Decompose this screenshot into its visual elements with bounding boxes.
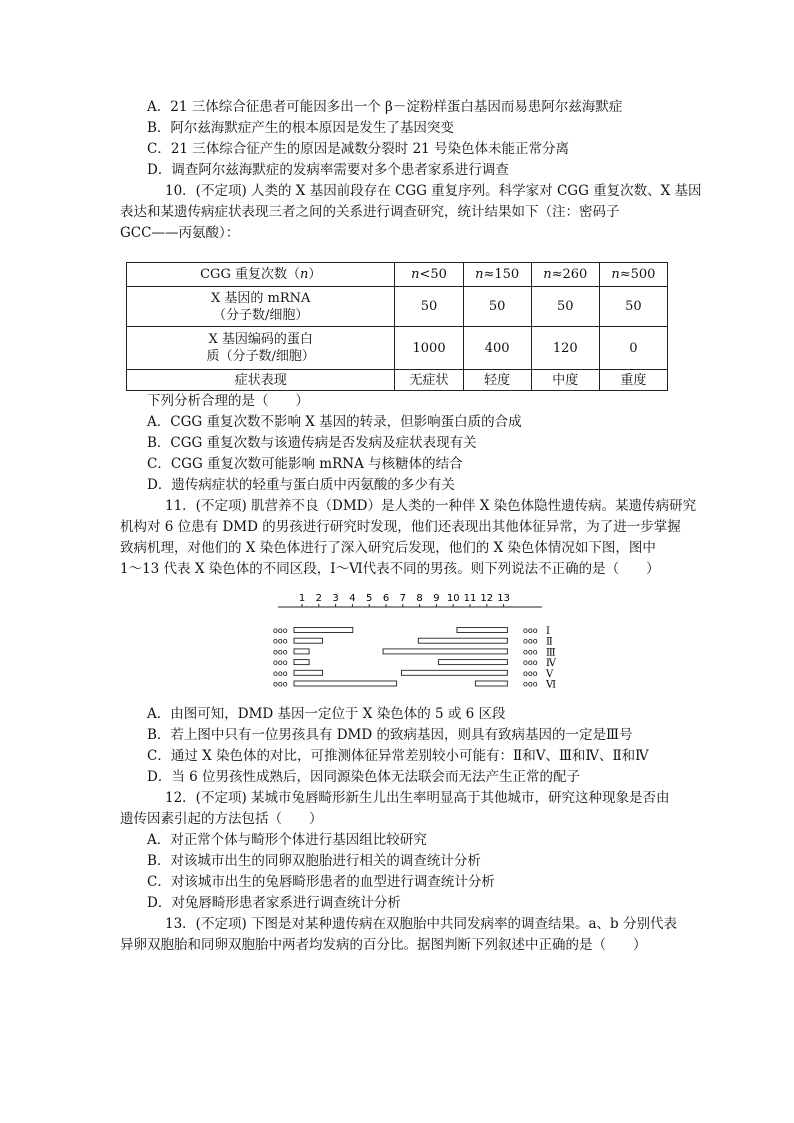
header-var: n <box>299 267 309 282</box>
row-left-dots: ooo <box>273 679 288 689</box>
col-head-rel: ≈150 <box>483 267 520 282</box>
boy-label: Ⅲ <box>546 647 556 659</box>
q10-stem-line-3: GCC——丙氨酸）： <box>120 225 240 241</box>
row-label-line: X 基因编码的蛋白 <box>208 332 313 347</box>
segment-label: 8 <box>416 593 423 604</box>
boy-label: Ⅴ <box>546 668 554 680</box>
boy-label: Ⅵ <box>546 679 557 691</box>
deletion-bar <box>438 660 507 665</box>
row-label <box>127 327 395 370</box>
segment-label: 4 <box>349 593 356 604</box>
segment-label: 10 <box>446 593 460 604</box>
boy-label: Ⅱ <box>546 636 553 648</box>
q11-option-d: D．当 6 位男孩性成熟后，因同源染色体无法联会而无法产生正常的配子 <box>147 769 580 785</box>
col-head <box>463 263 531 287</box>
deletion-bar <box>418 638 507 643</box>
table-cell: 0 <box>599 327 667 370</box>
segment-label: 9 <box>433 593 440 604</box>
row-label-line: 质（分子数/细胞） <box>206 349 315 364</box>
segment-label: 3 <box>332 593 339 604</box>
row-label <box>127 287 395 327</box>
row-right-dots: ooo <box>523 658 538 668</box>
row-label-line: （分子数/细胞） <box>213 307 309 323</box>
boy-rows <box>273 626 557 691</box>
q10-option-a: A．CGG 重复次数不影响 X 基因的转录，但影响蛋白质的合成 <box>147 414 522 430</box>
col-head <box>599 263 667 287</box>
row-right-dots: ooo <box>523 647 538 657</box>
table-cell: 1000 <box>395 327 463 370</box>
deletion-bar <box>402 670 508 675</box>
segment-label: 6 <box>382 593 390 604</box>
table-row <box>127 287 668 327</box>
row-label-line: X 基因的 mRNA <box>211 290 311 306</box>
segment-label: 11 <box>463 593 477 604</box>
col-head-var: n <box>611 267 620 282</box>
table-cell: 无症状 <box>395 370 463 391</box>
q11-stem-line-2: 机构对 6 位患有 DMD 的男孩进行研究时发现，他们还表现出其他体征异常，为了进一步掌握 <box>120 519 681 535</box>
table-header-row <box>127 263 668 287</box>
deletion-bar <box>294 660 309 665</box>
segment-label: 7 <box>399 593 406 604</box>
row-left-dots: ooo <box>273 636 288 646</box>
segment-label: 2 <box>315 593 322 604</box>
deletion-bar <box>294 628 353 633</box>
table-cell: 重度 <box>599 370 667 391</box>
deletion-bar <box>294 638 323 643</box>
table-row <box>127 370 668 391</box>
q11-stem-line-3: 致病机理，对他们的 X 染色体进行了深入研究后发现，他们的 X 染色体情况如下图，图中 <box>120 540 656 556</box>
table-cell: 50 <box>463 287 531 327</box>
row-right-dots: ooo <box>523 668 538 678</box>
q12-option-c: C．对该城市出生的兔唇畸形患者的血型进行调查统计分析 <box>147 874 495 890</box>
deletion-bar <box>457 628 507 633</box>
deletion-bar <box>294 670 323 675</box>
table-cell: 中度 <box>531 370 599 391</box>
q11-stem-line-1: 11．(不定项) 肌营养不良（DMD）是人类的一种伴 X 染色体隐性遗传病。某遗传病研究 <box>165 498 697 514</box>
row-left-dots: ooo <box>273 626 288 635</box>
deletion-bar <box>294 681 396 686</box>
q10-question: 下列分析合理的是（ ） <box>147 393 309 409</box>
row-right-dots: ooo <box>523 626 538 635</box>
q9-option-d: D．调查阿尔兹海默症的发病率需要对多个患者家系进行调查 <box>147 162 509 178</box>
cgg-data-table <box>126 262 668 391</box>
col-head <box>395 263 463 287</box>
deletion-bar <box>294 649 309 654</box>
row-left-dots: ooo <box>273 668 288 678</box>
q11-option-b: B．若上图中只有一位男孩具有 DMD 的致病基因，则具有致病基因的一定是Ⅲ号 <box>147 727 633 743</box>
header-label: CGG 重复次数（ <box>200 267 300 282</box>
table-cell: 50 <box>599 287 667 327</box>
q10-option-c: C．CGG 重复次数可能影响 mRNA 与核糖体的结合 <box>147 456 463 472</box>
q9-option-c: C．21 三体综合征产生的原因是减数分裂时 21 号染色体未能正常分离 <box>147 141 570 157</box>
q12-stem-line-1: 12．(不定项) 某城市兔唇畸形新生儿出生率明显高于其他城市，研究这种现象是否由 <box>165 790 670 806</box>
q10-stem-line-1: 10．(不定项) 人类的 X 基因前段存在 CGG 重复序列。科学家对 CGG 重复次数、X 基因 <box>165 183 702 199</box>
q11-stem-line-4: 1～13 代表 X 染色体的不同区段，Ⅰ～Ⅵ代表不同的男孩。则下列说法不正确的是（ ） <box>120 561 660 577</box>
q9-option-a: A．21 三体综合征患者可能因多出一个 β－淀粉样蛋白基因而易患阿尔兹海默症 <box>147 99 623 115</box>
deletion-bar <box>383 649 507 654</box>
q12-option-d: D．对兔唇畸形患者家系进行调查统计分析 <box>147 895 401 911</box>
q10-option-d: D．遗传病症状的轻重与蛋白质中丙氨酸的多少有关 <box>147 477 455 493</box>
row-left-dots: ooo <box>273 647 288 657</box>
header-close: ） <box>308 267 322 282</box>
q13-stem-line-2: 异卵双胞胎和同卵双胞胎中两者均发病的百分比。据图判断下列叙述中正确的是（ ） <box>120 937 647 953</box>
q13-stem-line-1: 13．(不定项) 下图是对某种遗传病在双胞胎中共同发病率的调查结果。a、b 分别代表 <box>165 916 677 932</box>
table-cell: 50 <box>395 287 463 327</box>
col-head-rel: ≈500 <box>619 267 656 282</box>
q12-stem-line-2: 遗传因素引起的方法包括（ ） <box>120 811 323 827</box>
header-label-cell <box>127 263 395 287</box>
q12-option-b: B．对该城市出生的同卵双胞胎进行相关的调查统计分析 <box>147 853 481 869</box>
deletion-bar <box>475 681 507 686</box>
segment-label: 5 <box>366 593 373 604</box>
col-head-var: n <box>475 267 484 282</box>
q11-option-a: A．由图可知，DMD 基因一定位于 X 染色体的 5 或 6 区段 <box>147 706 506 722</box>
boy-label: Ⅰ <box>546 626 550 637</box>
q11-option-c: C．通过 X 染色体的对比，可推测体征异常差别较小可能有：Ⅱ和Ⅴ、Ⅲ和Ⅳ、Ⅱ和Ⅳ <box>147 748 649 764</box>
table-cell: 轻度 <box>463 370 531 391</box>
col-head-var: n <box>411 267 420 282</box>
table-cell: 120 <box>531 327 599 370</box>
q10-option-b: B．CGG 重复次数与该遗传病是否发病及症状表现有关 <box>147 435 477 451</box>
table-cell: 400 <box>463 327 531 370</box>
row-right-dots: ooo <box>523 636 538 646</box>
table-row <box>127 327 668 370</box>
q12-option-a: A．对正常个体与畸形个体进行基因组比较研究 <box>147 832 427 848</box>
x-chromosome-deletion-diagram <box>270 590 560 692</box>
col-head-rel: <50 <box>419 267 447 282</box>
boy-label: Ⅳ <box>546 658 556 670</box>
col-head-var: n <box>543 267 552 282</box>
segment-axis <box>278 593 542 607</box>
row-label: 症状表现 <box>127 370 395 391</box>
segment-label: 12 <box>480 593 494 604</box>
row-right-dots: ooo <box>523 679 538 689</box>
table-cell: 50 <box>531 287 599 327</box>
col-head-rel: ≈260 <box>551 267 588 282</box>
q9-option-b: B．阿尔兹海默症产生的根本原因是发生了基因突变 <box>147 120 454 136</box>
q10-stem-line-2: 表达和某遗传病症状表现三者之间的关系进行调查研究，统计结果如下（注：密码子 <box>120 204 620 220</box>
row-left-dots: ooo <box>273 658 288 668</box>
col-head <box>531 263 599 287</box>
segment-label: 1 <box>298 593 306 604</box>
segment-label: 13 <box>497 593 510 604</box>
